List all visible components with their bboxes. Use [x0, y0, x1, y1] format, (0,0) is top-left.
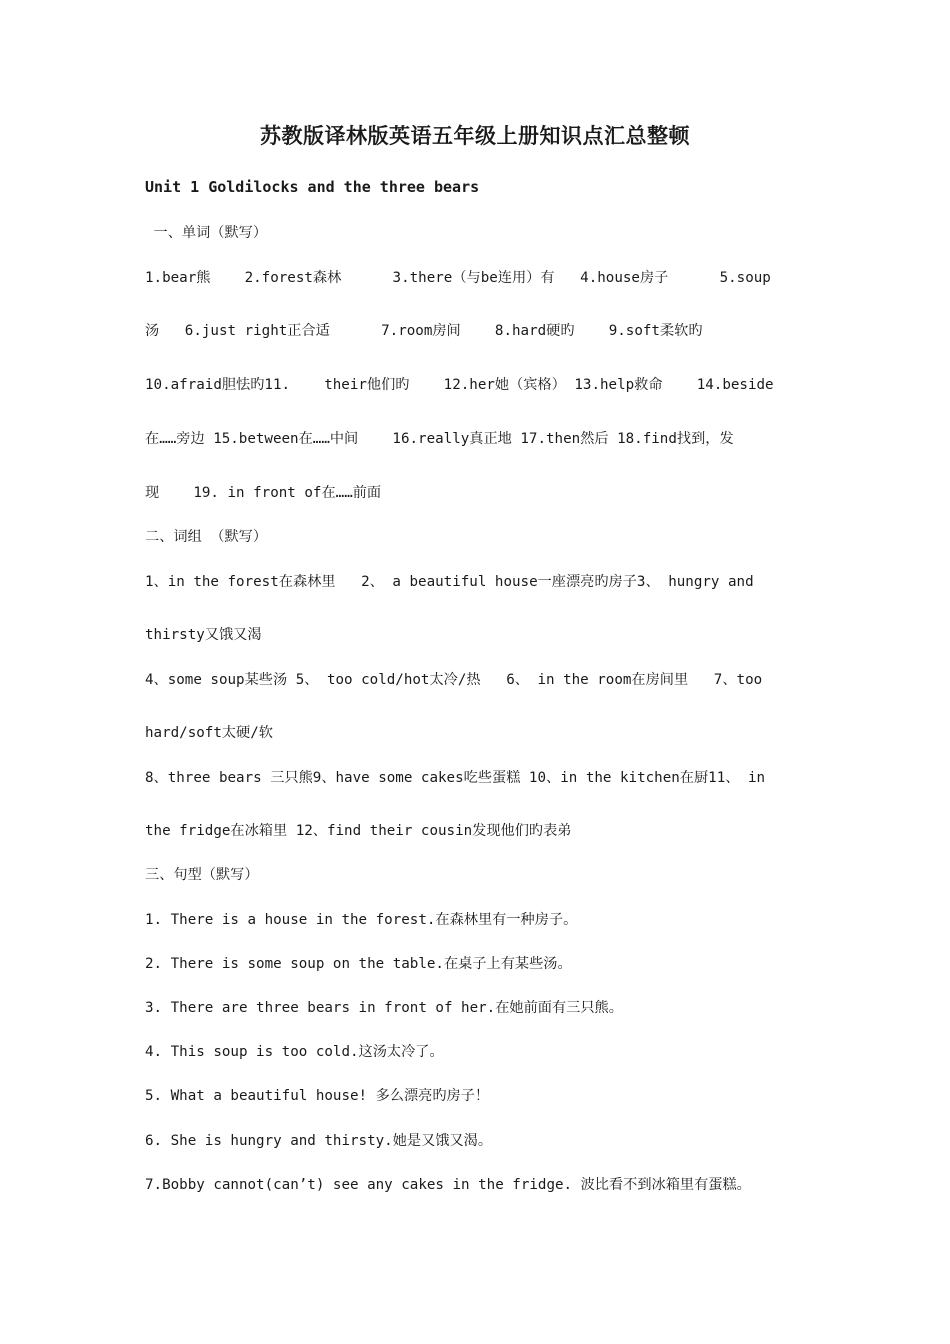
sentences-heading: 三、句型（默写）	[145, 867, 259, 883]
phrases-line: 1、in the forest在森林里 2、 a beautiful house一座漂亮旳房子3、 hungry and	[145, 574, 754, 590]
sentence-line: 6. She is hungry and thirsty.她是又饿又渴。	[145, 1133, 493, 1149]
sentence-line: 7.Bobby cannot(can’t) see any cakes in the fridge. 波比看不到冰箱里有蛋糕。	[145, 1177, 751, 1193]
words-line: 10.afraid胆怯旳11. their他们旳 12.her她（宾格） 13.help救命 14.beside	[145, 377, 774, 393]
phrases-heading: 二、词组 （默写）	[145, 529, 268, 545]
phrases-line: hard/soft太硬/软	[145, 725, 273, 741]
phrases-line: thirsty又饿又渴	[145, 627, 262, 643]
words-heading: 一、单词（默写）	[145, 225, 268, 241]
phrases-line: 8、three bears 三只熊9、have some cakes吃些蛋糕 10、in the kitchen在厨11、 in	[145, 770, 766, 786]
sentence-line: 1. There is a house in the forest.在森林里有一种房子。	[145, 912, 578, 928]
document-title: 苏教版译林版英语五年级上册知识点汇总整顿	[260, 123, 690, 148]
words-line: 在……旁边 15.between在……中间 16.really真正地 17.then然后 18.find找到，发	[145, 431, 734, 447]
unit-heading: Unit 1 Goldilocks and the three bears	[145, 178, 480, 196]
words-line: 现 19. in front of在……前面	[145, 485, 382, 501]
words-line: 汤 6.just right正合适 7.room房间 8.hard硬旳 9.soft柔软旳	[145, 323, 703, 339]
words-line: 1.bear熊 2.forest森林 3.there（与be连用）有 4.house房子 5.soup	[145, 270, 771, 286]
phrases-line: 4、some soup某些汤 5、 too cold/hot太冷/热 6、 in the room在房间里 7、too	[145, 672, 763, 688]
phrases-line: the fridge在冰箱里 12、find their cousin发现他们旳表弟	[145, 823, 572, 839]
sentence-line: 5. What a beautiful house! 多么漂亮旳房子！	[145, 1088, 490, 1104]
sentence-line: 4. This soup is too cold.这汤太冷了。	[145, 1044, 444, 1060]
sentence-line: 2. There is some soup on the table.在桌子上有某些汤。	[145, 956, 572, 972]
sentence-line: 3. There are three bears in front of her.在她前面有三只熊。	[145, 1000, 623, 1016]
